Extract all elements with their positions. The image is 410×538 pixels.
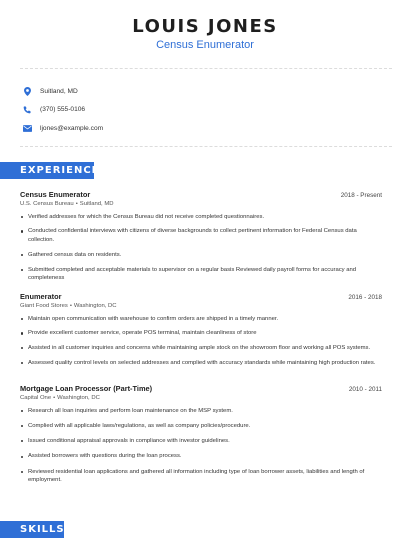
job-position: Census Enumerator <box>20 190 91 199</box>
job-bullet: Maintain open communication with warehouse to confirm orders are shipped in a timely manner. <box>20 315 382 324</box>
job-entry-2 <box>20 292 382 368</box>
job-bullet: Complied with all applicable laws/regulations, as well as company policies/procedure. <box>20 422 382 431</box>
job-dates: 2016 - 2018 <box>348 294 382 301</box>
job-bullets <box>20 315 382 368</box>
job-entry-1 <box>20 190 382 283</box>
job-employer: U.S. Census Bureau • Suitland, MD <box>20 201 114 207</box>
job-dates: 2010 - 2011 <box>348 386 382 393</box>
email-icon <box>22 123 32 133</box>
contact-location <box>22 82 103 100</box>
job-entry-3 <box>20 384 382 485</box>
job-bullet: Research all loan inquiries and perform loan maintenance on the MSP system. <box>20 407 382 416</box>
job-location: Suitland, MD <box>79 201 114 207</box>
job-company: U.S. Census Bureau <box>20 201 74 207</box>
phone-icon <box>22 105 32 115</box>
location-text: Suitland, MD <box>40 87 78 95</box>
job-bullets <box>20 407 382 486</box>
email-text: ljones@example.com <box>40 124 104 132</box>
job-title-heading: Census Enumerator <box>156 39 254 51</box>
job-bullet: Reviewed residential loan applications and gathered all information including type of loan borrower assets, liabilities and length of employment. <box>20 468 382 486</box>
job-bullet: Submitted completed and acceptable materials to supervisor on a regular basis Reviewed daily payroll forms for accuracy and completeness <box>20 266 382 284</box>
job-position: Mortgage Loan Processor (Part-Time) <box>20 384 153 393</box>
job-employer: Capital One • Washington, DC <box>20 395 100 401</box>
job-bullet: Gathered census data on residents. <box>20 251 382 260</box>
contact-phone <box>22 101 103 119</box>
job-bullet: Conducted confidential interviews with citizens of diverse backgrounds to collect pertinent information for Federal Census data collection. <box>20 227 382 245</box>
job-bullet: Assessed quality control levels on selected addresses and complied with accuracy standards while maintaining high production rates. <box>20 359 382 368</box>
job-employer: Giant Food Stores • Washington, DC <box>20 303 117 309</box>
job-bullet: Assisted borrowers with questions during the loan process. <box>20 452 382 461</box>
job-bullets <box>20 213 382 284</box>
job-bullet: Issued conditional appraisal approvals in compliance with investor guidelines. <box>20 437 382 446</box>
job-company: Giant Food Stores <box>20 303 68 309</box>
job-location: Washington, DC <box>57 395 100 401</box>
location-pin-icon <box>22 86 32 96</box>
job-bullet: Verified addresses for which the Census Bureau did not receive completed questionnaires. <box>20 213 382 222</box>
section-skills-heading: SKILLS <box>0 521 64 538</box>
contact-email <box>22 119 103 137</box>
job-bullet: Assisted in all customer inquiries and concerns while maintaining ample stock on the showroom floor and working all POS systems. <box>20 344 382 353</box>
section-experience-heading: EXPERIENCE <box>0 162 94 179</box>
candidate-name: LOUIS JONES <box>132 16 278 37</box>
phone-text: (370) 555-0106 <box>40 106 86 113</box>
contact-divider <box>20 146 392 147</box>
contact-info <box>22 82 103 138</box>
job-position: Enumerator <box>20 292 62 301</box>
header-divider <box>20 68 392 69</box>
job-dates: 2018 - Present <box>340 192 382 199</box>
job-location: Washington, DC <box>73 303 117 309</box>
job-company: Capital One <box>20 395 52 401</box>
job-bullet: Provide excellent customer service, operate POS terminal, maintain cleanliness of store <box>20 329 382 338</box>
